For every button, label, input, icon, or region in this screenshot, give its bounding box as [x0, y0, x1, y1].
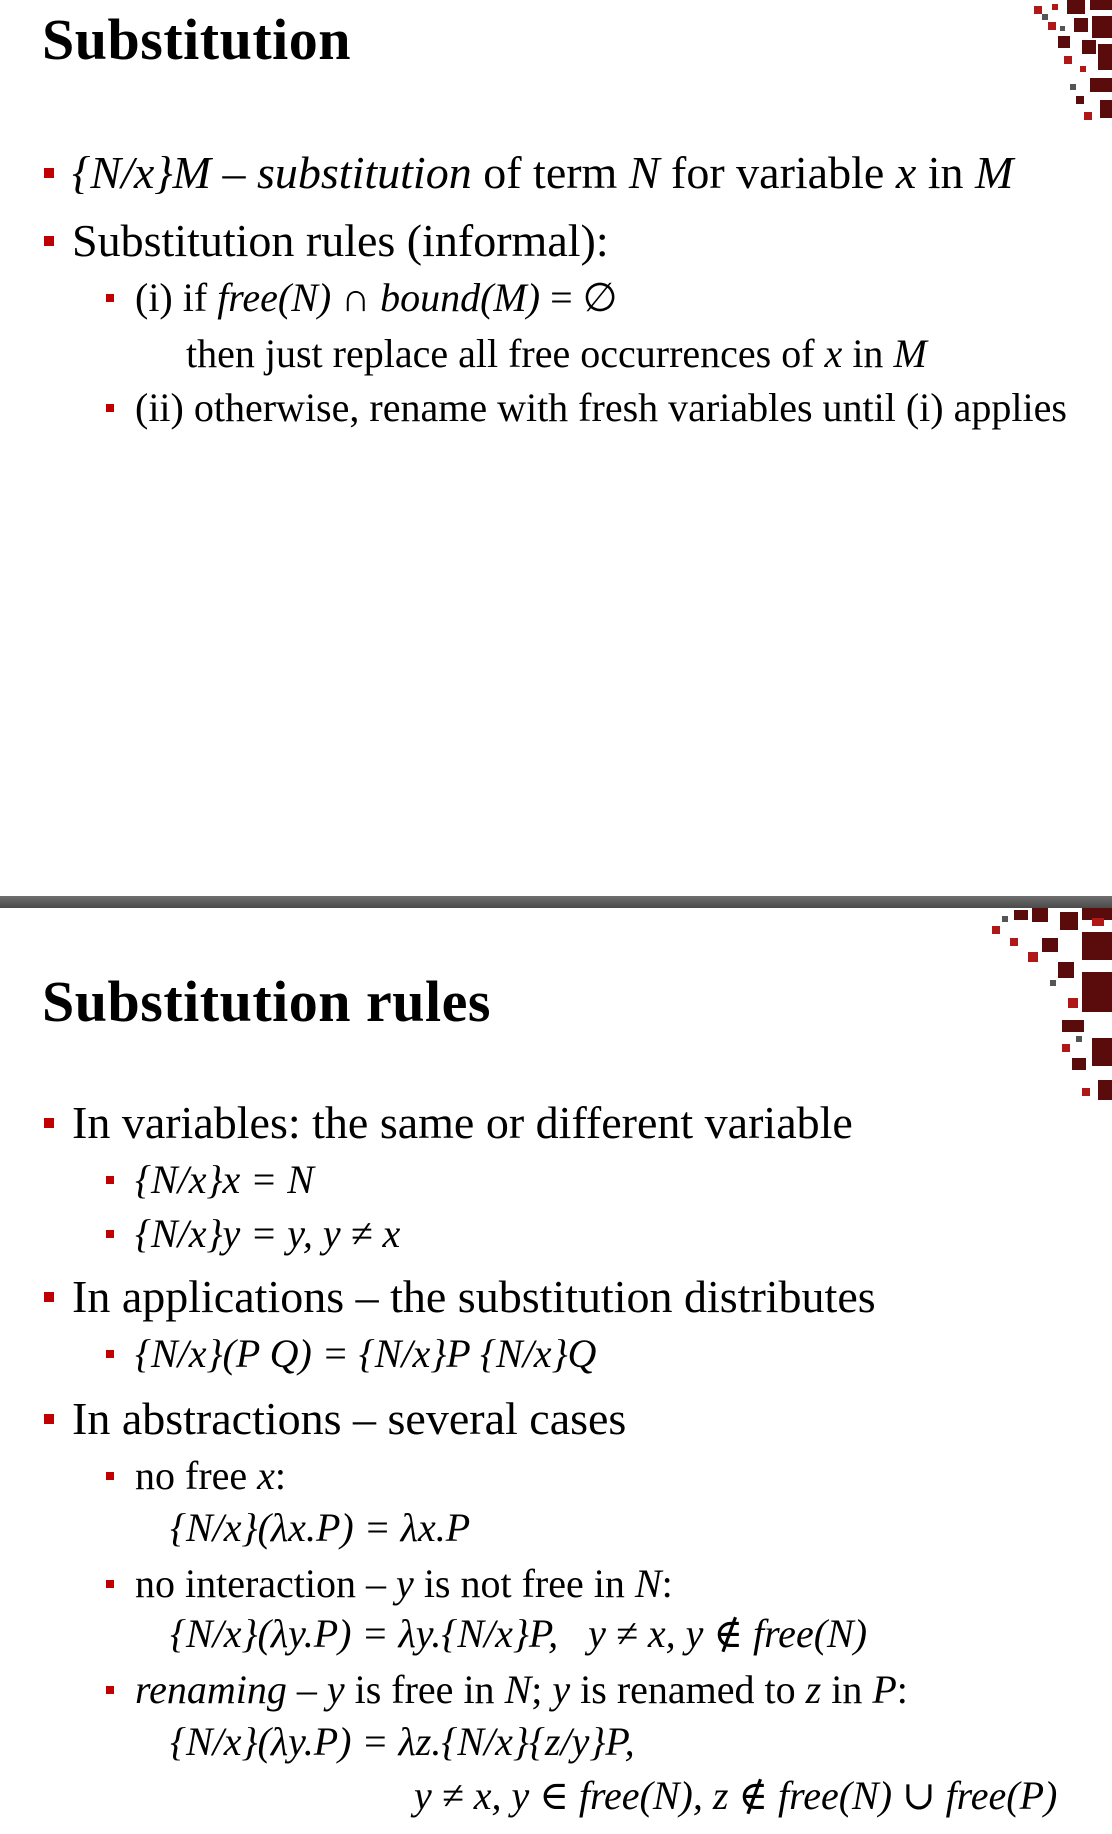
- slide-title: Substitution rules: [42, 969, 491, 1034]
- square-bullet-icon: [44, 1292, 54, 1302]
- slide-substitution-rules: [0, 908, 1112, 1834]
- variable-rule-different: [135, 1210, 400, 1257]
- bullet-rules-informal: Substitution rules (informal):: [72, 215, 609, 266]
- variable-rule-same: [135, 1156, 314, 1203]
- var-y: y: [552, 1667, 571, 1712]
- text: is free in: [344, 1667, 505, 1712]
- square-bullet-icon: [106, 1686, 114, 1694]
- square-bullet-icon: [106, 1472, 114, 1480]
- text: = ∅: [540, 275, 618, 320]
- var-z: z: [805, 1667, 822, 1712]
- text: :: [661, 1561, 673, 1606]
- bullet-abstractions: In abstractions – several cases: [72, 1393, 627, 1444]
- square-bullet-icon: [44, 1118, 54, 1128]
- rule-i-continuation: [186, 330, 927, 377]
- var-y: y: [326, 1667, 345, 1712]
- text: of term: [471, 147, 629, 198]
- formula: {N/x}(λx.P) = λx.P: [170, 1505, 471, 1550]
- formula: {N/x}(λy.P) = λz.{N/x}{z/y}P,: [170, 1719, 635, 1764]
- formula: {N/x}(P Q) = {N/x}P {N/x}Q: [135, 1331, 597, 1376]
- var-y: y: [396, 1561, 414, 1606]
- square-bullet-icon: [106, 404, 114, 412]
- formula: {N/x}y = y, y ≠ x: [135, 1211, 401, 1256]
- bullet-variables: In variables: the same or different variable: [72, 1097, 853, 1148]
- square-bullet-icon: [106, 1230, 114, 1238]
- text: ∩: [331, 275, 381, 320]
- bullet-definition: [72, 146, 1013, 199]
- square-bullet-icon: [106, 1580, 114, 1588]
- term: renaming: [135, 1667, 287, 1712]
- bound-m: bound(M): [380, 275, 541, 320]
- rule-ii: (ii) otherwise, rename with fresh variables until (i) applies: [135, 385, 1067, 430]
- text: no interaction –: [135, 1561, 397, 1606]
- dash: –: [211, 147, 257, 198]
- embroidery-ornament-icon: [932, 908, 1112, 1103]
- formula: {N/x}x = N: [135, 1157, 314, 1202]
- square-bullet-icon: [44, 1414, 54, 1424]
- var-p: P: [872, 1667, 897, 1712]
- text: :: [274, 1453, 287, 1498]
- var-n: N: [504, 1667, 532, 1712]
- text: then just replace all free occurrences of: [186, 331, 825, 376]
- var-m: M: [893, 331, 927, 376]
- var-n: N: [628, 147, 660, 198]
- text: is not free in: [413, 1561, 635, 1606]
- var-x: x: [824, 331, 843, 376]
- rule-i: [135, 274, 617, 321]
- case-no-free-x-formula: [170, 1504, 470, 1551]
- slide-divider: [0, 896, 1112, 908]
- text: is renamed to: [570, 1667, 806, 1712]
- text: ;: [531, 1667, 553, 1712]
- case-no-interaction-formula: [170, 1610, 867, 1657]
- formula: y ≠ x, y ∈ free(N), z ∉ free(N) ∪ free(P): [414, 1773, 1058, 1818]
- text: in: [842, 331, 894, 376]
- square-bullet-icon: [106, 294, 114, 302]
- text: –: [286, 1667, 327, 1712]
- slide-substitution: [0, 0, 1112, 896]
- text: :: [896, 1667, 908, 1712]
- var-n: N: [634, 1561, 662, 1606]
- text: (i) if: [135, 275, 218, 320]
- square-bullet-icon: [106, 1350, 114, 1358]
- var-x: x: [257, 1453, 275, 1498]
- square-bullet-icon: [44, 168, 54, 178]
- text: in: [916, 147, 976, 198]
- case-renaming-conditions: [414, 1772, 1057, 1819]
- text: no free: [135, 1453, 258, 1498]
- case-no-free-x: [135, 1452, 286, 1499]
- text: for variable: [659, 147, 896, 198]
- var-x: x: [895, 147, 917, 198]
- case-renaming-formula: [170, 1718, 635, 1765]
- formula: {N/x}(λy.P) = λy.{N/x}P, y ≠ x, y ∉ free(N): [170, 1611, 868, 1656]
- bullet-applications: In applications – the substitution distributes: [72, 1271, 876, 1322]
- slide-title: Substitution: [42, 7, 352, 72]
- square-bullet-icon: [44, 236, 54, 246]
- var-m: M: [975, 147, 1014, 198]
- case-renaming: [135, 1666, 908, 1713]
- case-no-interaction: [135, 1560, 673, 1607]
- application-rule: [135, 1330, 596, 1377]
- text: in: [821, 1667, 873, 1712]
- square-bullet-icon: [106, 1176, 114, 1184]
- term: substitution: [257, 147, 472, 198]
- embroidery-ornament-icon: [972, 0, 1112, 135]
- free-n: free(N): [217, 275, 332, 320]
- notation: {N/x}M: [72, 147, 211, 198]
